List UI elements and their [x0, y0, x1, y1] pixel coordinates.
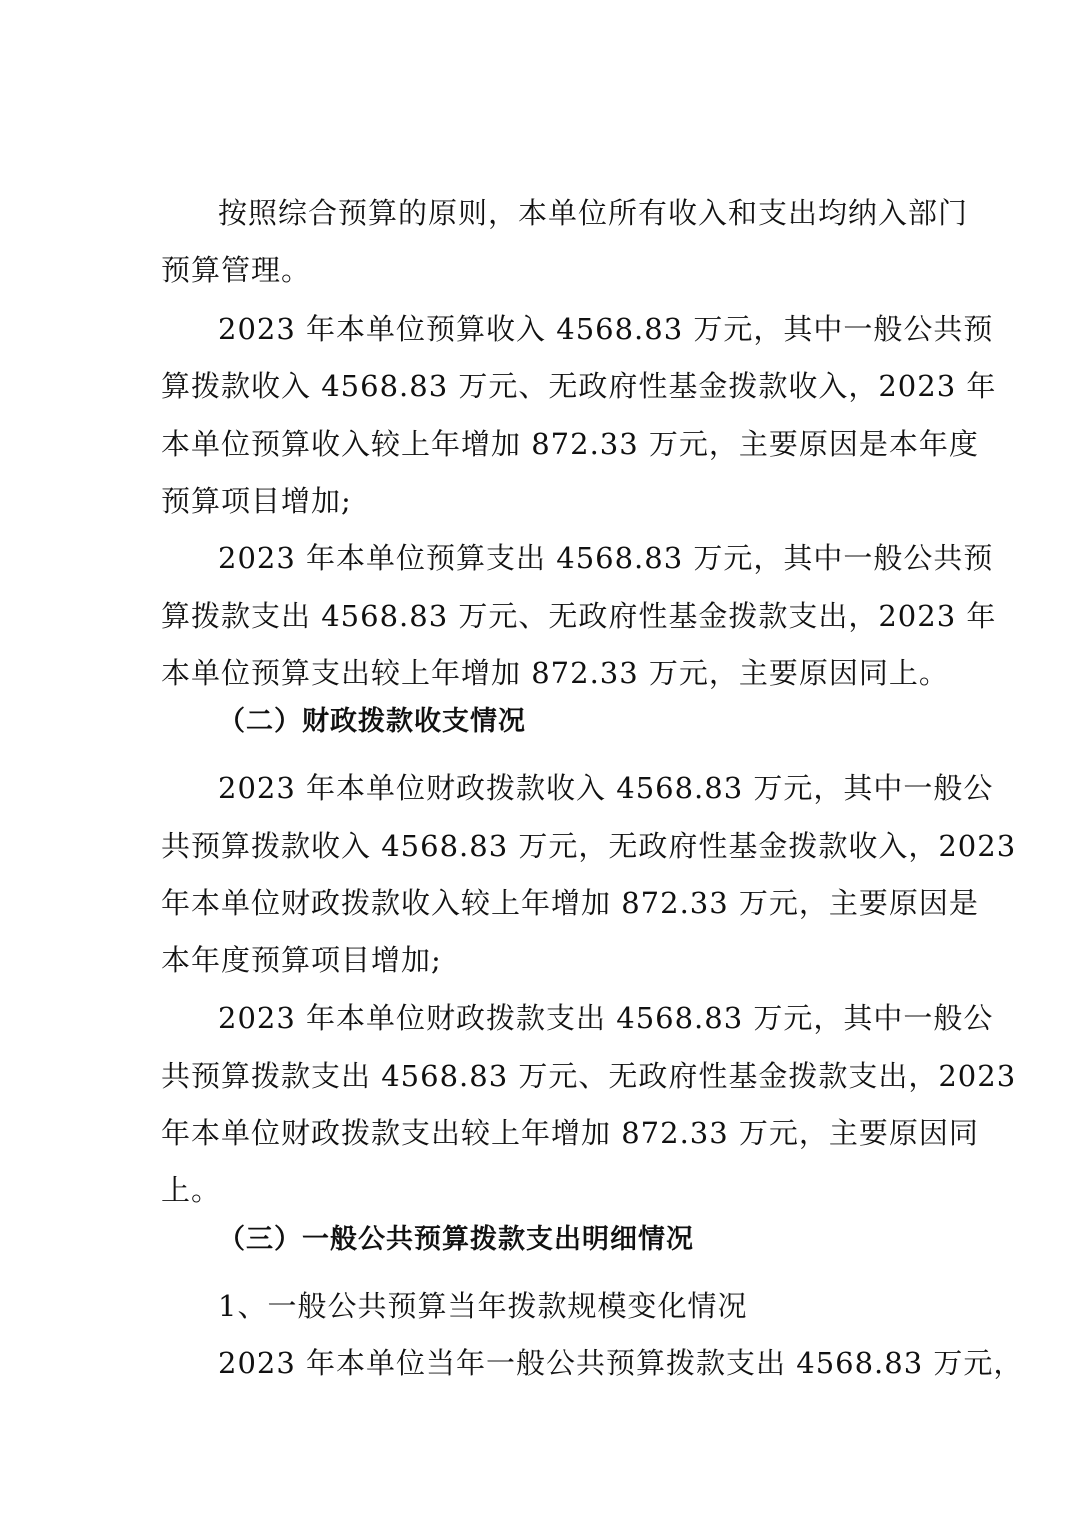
paragraph-line: 共预算拨款收入 4568.83 万元，无政府性基金拨款收入，2023	[161, 829, 1017, 863]
paragraph-line: 2023 年本单位当年一般公共预算拨款支出 4568.83 万元，	[218, 1346, 1024, 1380]
paragraph-line: 共预算拨款支出 4568.83 万元、无政府性基金拨款支出，2023	[161, 1059, 1017, 1093]
paragraph-line: 2023 年本单位预算支出 4568.83 万元，其中一般公共预	[218, 541, 994, 575]
paragraph-line: 上。	[161, 1173, 222, 1207]
paragraph-line: 按照综合预算的原则，本单位所有收入和支出均纳入部门	[218, 196, 969, 230]
paragraph-line: 算拨款收入 4568.83 万元、无政府性基金拨款收入，2023 年	[161, 369, 997, 403]
paragraph-line: 预算管理。	[161, 253, 312, 287]
paragraph-line: 本单位预算收入较上年增加 872.33 万元，主要原因是本年度	[161, 427, 979, 461]
paragraph-line: 年本单位财政拨款收入较上年增加 872.33 万元，主要原因是	[161, 886, 979, 920]
paragraph-line: 算拨款支出 4568.83 万元、无政府性基金拨款支出，2023 年	[161, 599, 997, 633]
paragraph-line: 预算项目增加;	[161, 484, 352, 518]
paragraph-line: 本年度预算项目增加;	[161, 943, 442, 977]
section-heading: （二）财政拨款收支情况	[218, 706, 526, 737]
subsection-heading: 1、一般公共预算当年拨款规模变化情况	[218, 1289, 748, 1323]
paragraph-line: 年本单位财政拨款支出较上年增加 872.33 万元，主要原因同	[161, 1116, 979, 1150]
paragraph-line: 2023 年本单位预算收入 4568.83 万元，其中一般公共预	[218, 312, 994, 346]
paragraph-line: 本单位预算支出较上年增加 872.33 万元，主要原因同上。	[161, 656, 949, 690]
paragraph-line: 2023 年本单位财政拨款收入 4568.83 万元，其中一般公	[218, 771, 994, 805]
section-heading: （三）一般公共预算拨款支出明细情况	[218, 1224, 694, 1255]
paragraph-line: 2023 年本单位财政拨款支出 4568.83 万元，其中一般公	[218, 1001, 994, 1035]
